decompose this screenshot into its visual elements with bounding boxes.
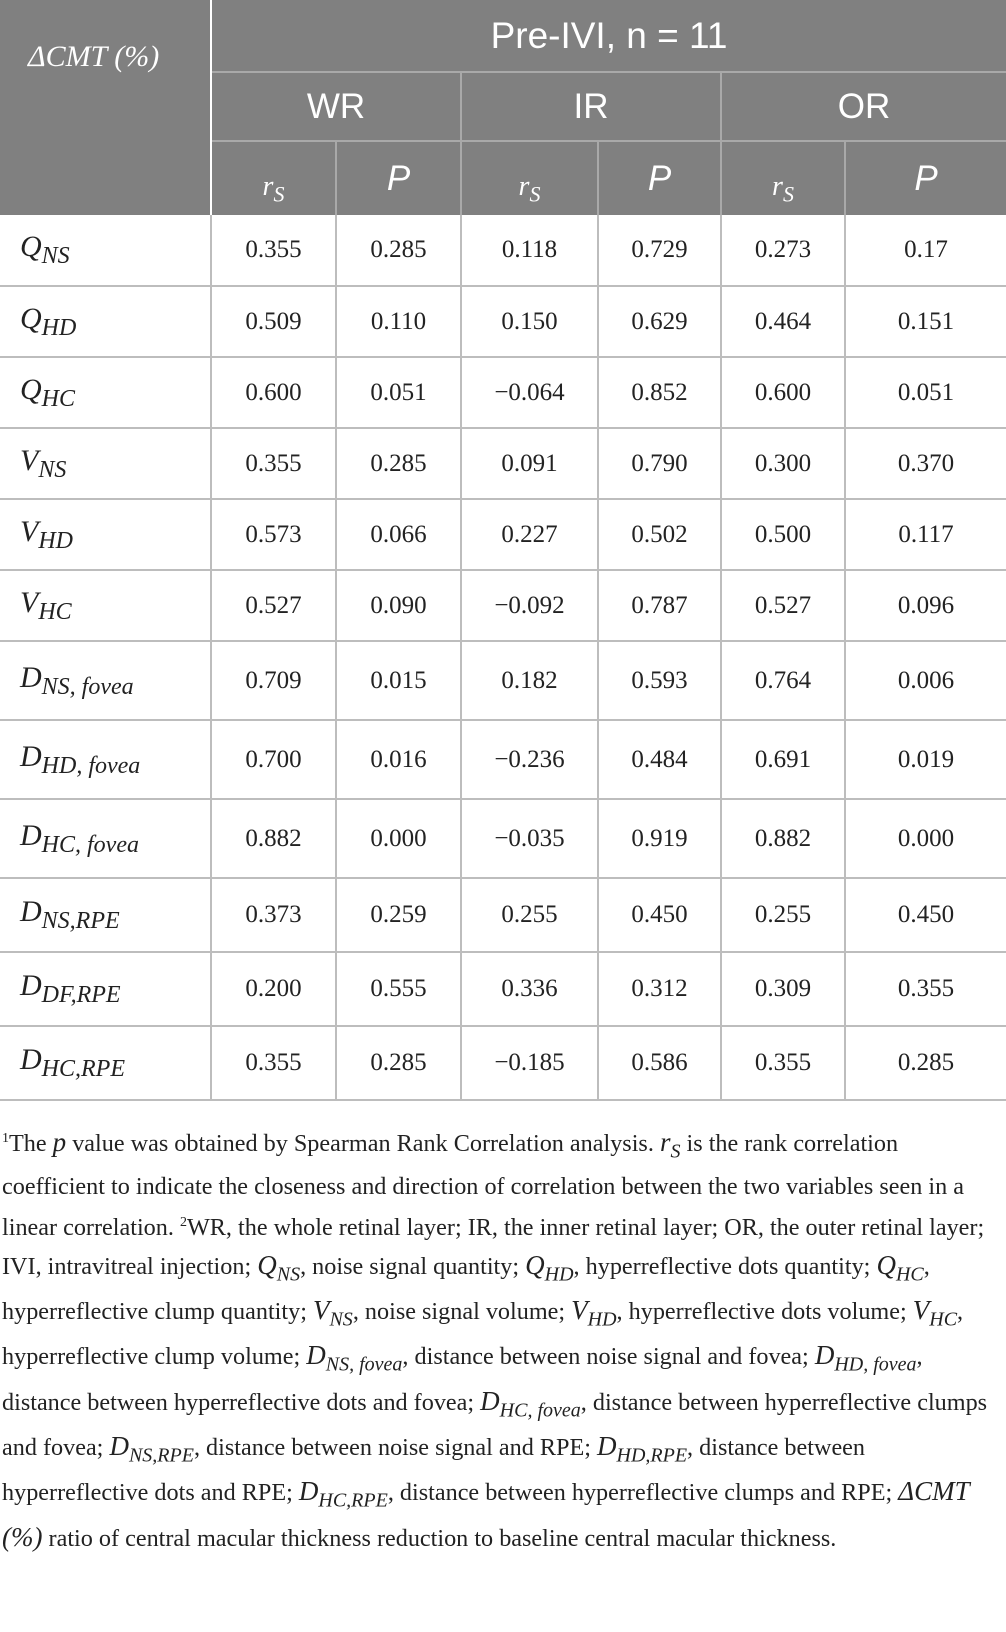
table-cell: −0.064 — [461, 357, 598, 428]
table-cell: 0.787 — [598, 570, 721, 641]
sub-header-p: P — [598, 141, 721, 215]
table-cell: 0.182 — [461, 641, 598, 720]
table-row — [0, 286, 1006, 357]
corner-header — [0, 0, 211, 215]
row-label: $V_{HC}$ — [0, 570, 211, 641]
footnote-text: , distance between hyperreflective clumps and fovea; — [2, 1388, 988, 1462]
footnote-symbol: $D_{HD, fovea}$ — [814, 1340, 917, 1376]
sub-header-rs — [461, 141, 598, 215]
table-cell: 0.110 — [336, 286, 461, 357]
footnote-text: , hyperreflective dots volume; — [616, 1297, 913, 1325]
row-label: $V_{HD}$ — [0, 499, 211, 570]
table-cell: 0.509 — [211, 286, 336, 357]
table-cell: 0.285 — [336, 428, 461, 499]
table-cell: 0.555 — [336, 952, 461, 1026]
table-cell: 0.373 — [211, 878, 336, 952]
sub-header-p: P — [845, 141, 1006, 215]
table-cell: 0.691 — [721, 720, 845, 799]
table-cell: 0.015 — [336, 641, 461, 720]
table-cell: 0.450 — [598, 878, 721, 952]
table-cell: 0.355 — [211, 1026, 336, 1100]
table-cell: 0.309 — [721, 952, 845, 1026]
footnote-text: , distance between noise signal and RPE; — [193, 1434, 597, 1462]
table-cell: 0.700 — [211, 720, 336, 799]
table-cell: 0.300 — [721, 428, 845, 499]
table-cell: 0.882 — [721, 799, 845, 878]
footnote-text: , hyperreflective clump volume; — [2, 1297, 964, 1371]
table-row — [0, 952, 1006, 1026]
table-body — [0, 215, 1006, 1100]
footnote-symbol: p — [52, 1127, 67, 1158]
table-row — [0, 570, 1006, 641]
table-cell: 0.285 — [336, 1026, 461, 1100]
table-cell: 0.091 — [461, 428, 598, 499]
table-row — [0, 720, 1006, 799]
row-label: $Q_{HC}$ — [0, 357, 211, 428]
table-row — [0, 215, 1006, 286]
sub-header-rs-text: $r_S$ — [262, 171, 285, 207]
table-cell: −0.035 — [461, 799, 598, 878]
table-cell: 0.200 — [211, 952, 336, 1026]
table-cell: 0.118 — [461, 215, 598, 286]
table-cell: 0.285 — [336, 215, 461, 286]
table-row — [0, 799, 1006, 878]
table-cell: 0.051 — [845, 357, 1006, 428]
row-label: $D_{DF,RPE}$ — [0, 952, 211, 1026]
footnote-text: , hyperreflective dots quantity; — [573, 1252, 877, 1280]
table-row — [0, 499, 1006, 570]
row-label: $Q_{NS}$ — [0, 215, 211, 286]
row-label: $Q_{HD}$ — [0, 286, 211, 357]
table-cell: 0.600 — [211, 357, 336, 428]
top-title — [211, 0, 1006, 72]
table-cell: 0.593 — [598, 641, 721, 720]
table-cell: 0.573 — [211, 499, 336, 570]
top-title-text: Pre-IVI, n = 11 — [490, 14, 728, 56]
table-cell: 0.117 — [845, 499, 1006, 570]
table-cell: 0.729 — [598, 215, 721, 286]
table-cell: 0.355 — [721, 1026, 845, 1100]
table-cell: 0.764 — [721, 641, 845, 720]
footnote-symbol: $D_{HD,RPE}$ — [597, 1431, 688, 1467]
sub-header-rs-text: $r_S$ — [772, 171, 794, 207]
table-row — [0, 428, 1006, 499]
table-cell: 0.273 — [721, 215, 845, 286]
table-cell: 0.255 — [461, 878, 598, 952]
table-row — [0, 357, 1006, 428]
table-cell: 0.227 — [461, 499, 598, 570]
footnote-text: , distance between hyperreflective clumps and RPE; — [387, 1479, 899, 1507]
table-cell: 0.852 — [598, 357, 721, 428]
table-cell: 0.484 — [598, 720, 721, 799]
table-cell: 0.17 — [845, 215, 1006, 286]
table-cell: 0.370 — [845, 428, 1006, 499]
footnote-symbol: $D_{HC, fovea}$ — [480, 1385, 581, 1422]
footnote-symbol: $D_{NS,RPE}$ — [109, 1431, 194, 1467]
footnote-symbol: $r_S$ — [659, 1127, 681, 1163]
table-cell: −0.092 — [461, 570, 598, 641]
footnote-text: is the rank correlation coefficient to indicate the closeness and direction of correlation between the two variables seen in a linear correlation. — [2, 1130, 964, 1242]
footnote-text: The — [9, 1130, 53, 1158]
table-cell: 0.355 — [845, 952, 1006, 1026]
footnote-text: , noise signal volume; — [352, 1297, 572, 1325]
table-cell: 0.355 — [211, 428, 336, 499]
table-cell: 0.790 — [598, 428, 721, 499]
footnote-marker-2: 2 — [179, 1215, 187, 1231]
corner-label: ΔCMT (%) — [28, 40, 160, 73]
footnote-marker-1: 1 — [2, 1131, 9, 1146]
table-cell: 0.285 — [845, 1026, 1006, 1100]
table-row — [0, 878, 1006, 952]
table-footnote — [2, 1121, 1002, 1557]
table-cell: 0.882 — [211, 799, 336, 878]
table-cell: 0.450 — [845, 878, 1006, 952]
table-cell: 0.090 — [336, 570, 461, 641]
table-cell: −0.236 — [461, 720, 598, 799]
table-cell: 0.629 — [598, 286, 721, 357]
table-cell: 0.255 — [721, 878, 845, 952]
row-label: $D_{HC,RPE}$ — [0, 1026, 211, 1100]
table-cell: 0.000 — [845, 799, 1006, 878]
table-cell: 0.464 — [721, 286, 845, 357]
table-row — [0, 641, 1006, 720]
footnote-symbol: $D_{HC,RPE}$ — [298, 1476, 388, 1512]
row-label: $D_{HD, fovea}$ — [0, 720, 211, 799]
footnote-text: , distance between hyperreflective dots and RPE; — [2, 1434, 866, 1507]
row-label: $V_{NS}$ — [0, 428, 211, 499]
table-cell: 0.527 — [211, 570, 336, 641]
footnote-text: ratio of central macular thickness reduction to baseline central macular thickness. — [42, 1524, 837, 1552]
table-cell: 0.502 — [598, 499, 721, 570]
table-cell: 0.709 — [211, 641, 336, 720]
table-cell: 0.600 — [721, 357, 845, 428]
sub-header-rs — [721, 141, 845, 215]
group-header-ir: IR — [461, 72, 721, 141]
table-cell: 0.527 — [721, 570, 845, 641]
table-cell: 0.151 — [845, 286, 1006, 357]
table-cell: 0.355 — [211, 215, 336, 286]
table-cell: 0.150 — [461, 286, 598, 357]
table-cell: 0.500 — [721, 499, 845, 570]
sub-header-p: P — [336, 141, 461, 215]
footnote-symbol: $Q_{NS}$ — [257, 1249, 301, 1285]
table-cell: −0.185 — [461, 1026, 598, 1100]
footnote-text: , noise signal quantity; — [300, 1252, 526, 1280]
table-cell: 0.066 — [336, 499, 461, 570]
table-cell: 0.259 — [336, 878, 461, 952]
group-header-or: OR — [721, 72, 1006, 141]
footnote-text: , hyperreflective clump quantity; — [2, 1252, 930, 1325]
sub-header-rs — [211, 141, 336, 215]
table-cell: 0.019 — [845, 720, 1006, 799]
table-cell: 0.006 — [845, 641, 1006, 720]
table-cell: 0.312 — [598, 952, 721, 1026]
footnote-text: , distance between noise signal and fovea; — [402, 1343, 815, 1371]
table-row — [0, 1026, 1006, 1100]
footnote-symbol: $V_{HC}$ — [912, 1294, 958, 1331]
footnote-symbol: $Q_{HD}$ — [525, 1249, 574, 1285]
footnote-text: , distance between hyperreflective dots and fovea; — [2, 1343, 923, 1416]
footnote-symbol: $V_{HD}$ — [571, 1294, 617, 1331]
footnote-symbol: ΔCMT (%) — [2, 1476, 970, 1552]
table-cell: 0.016 — [336, 720, 461, 799]
row-label: $D_{HC, fovea}$ — [0, 799, 211, 878]
footnote-symbol: $Q_{HC}$ — [876, 1249, 924, 1285]
footnote-text: value was obtained by Spearman Rank Correlation analysis. — [66, 1130, 660, 1158]
footnote-text: WR, the whole retinal layer; IR, the inner retinal layer; OR, the outer retinal layer; IVI, intravitreal injection; — [2, 1214, 985, 1280]
footnote-symbol: $D_{NS, fovea}$ — [306, 1340, 403, 1376]
table-cell: 0.336 — [461, 952, 598, 1026]
footnote-symbol: $V_{NS}$ — [312, 1294, 353, 1331]
row-label: $D_{NS,RPE}$ — [0, 878, 211, 952]
table-cell: 0.000 — [336, 799, 461, 878]
sub-header-rs-text: $r_S$ — [518, 171, 541, 207]
group-header-wr: WR — [211, 72, 461, 141]
row-label: $D_{NS, fovea}$ — [0, 641, 211, 720]
table-cell: 0.096 — [845, 570, 1006, 641]
table-cell: 0.051 — [336, 357, 461, 428]
table-cell: 0.919 — [598, 799, 721, 878]
table-cell: 0.586 — [598, 1026, 721, 1100]
